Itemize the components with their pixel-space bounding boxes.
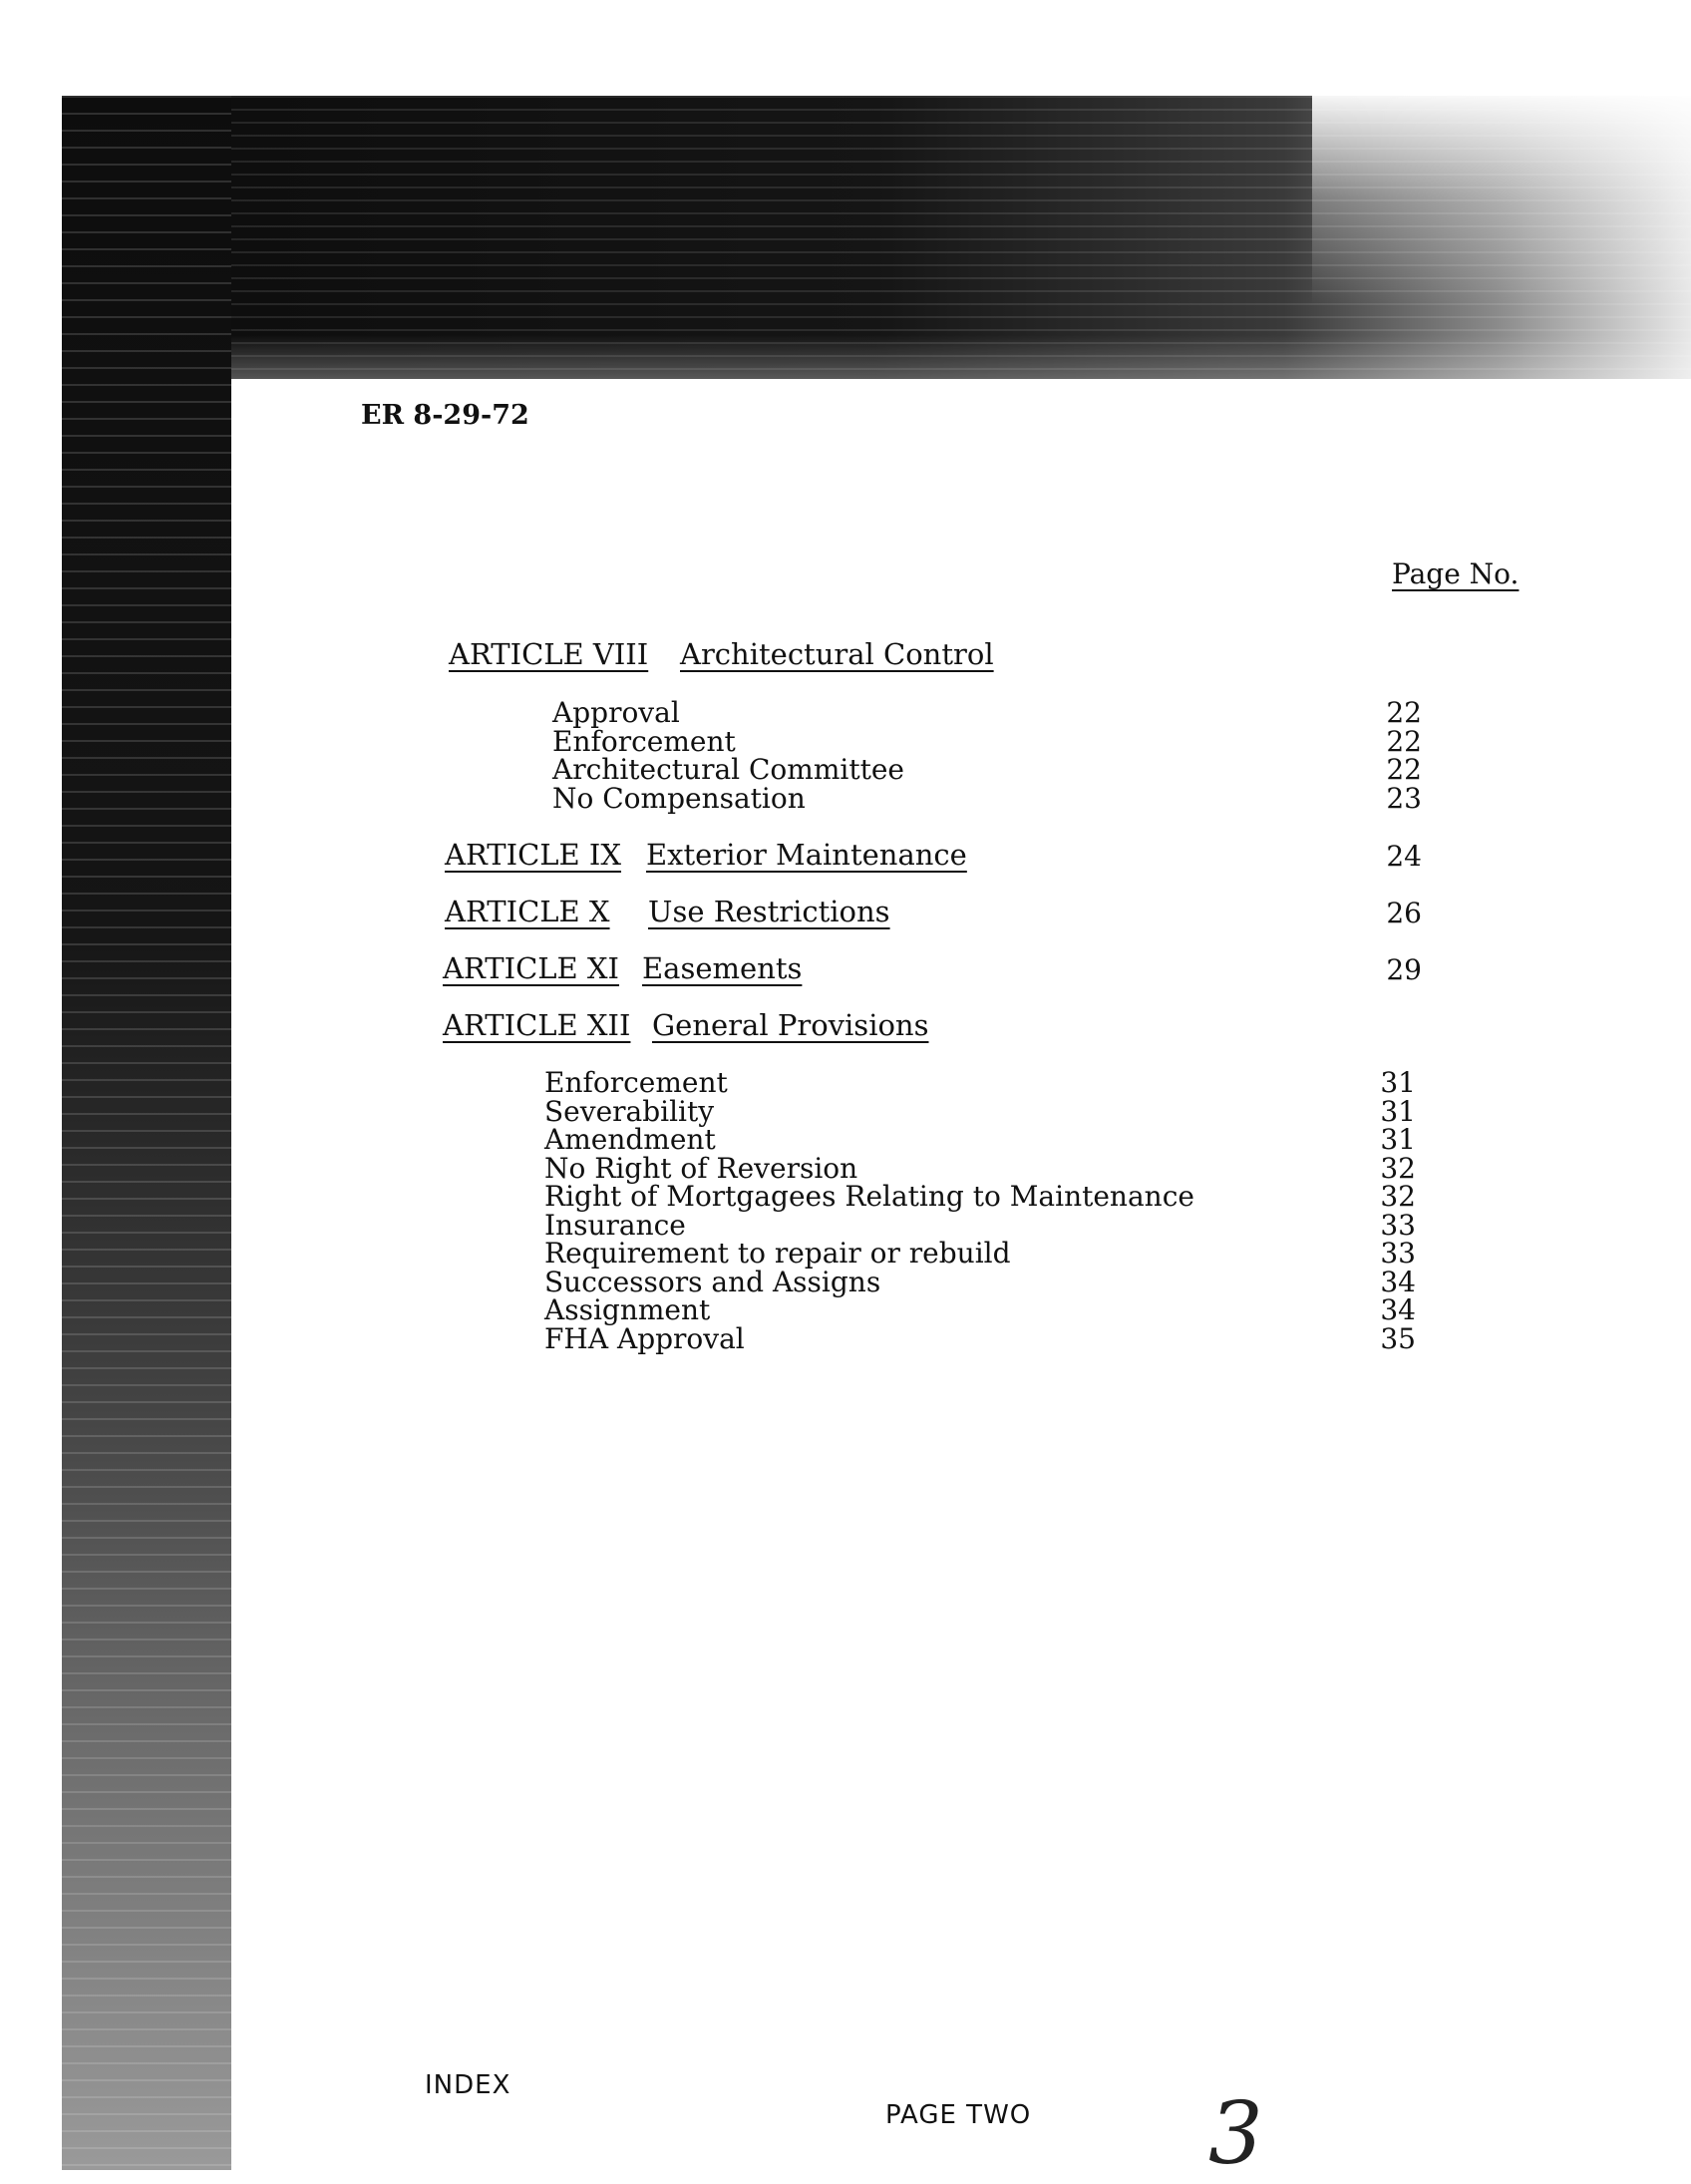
toc-entry: Severability	[544, 1095, 715, 1128]
article-label: ARTICLE IX	[445, 838, 622, 872]
article-label: ARTICLE XII	[443, 1008, 631, 1042]
toc-entry: Approval	[552, 696, 680, 729]
page-number-column-heading: Page No.	[1392, 557, 1520, 590]
toc-page-number: 22	[1386, 696, 1422, 729]
toc-page-number: 31	[1380, 1095, 1416, 1128]
toc-page-number: 33	[1380, 1209, 1416, 1242]
toc-entry: Amendment	[544, 1123, 716, 1156]
toc-page-number: 24	[1386, 840, 1422, 873]
toc-entry: FHA Approval	[544, 1322, 745, 1355]
footer-index-label: INDEX	[425, 2070, 511, 2100]
toc-page-number: 22	[1386, 725, 1422, 758]
scan-border-left	[62, 96, 231, 2170]
toc-page-number: 34	[1380, 1266, 1416, 1298]
toc-entry: Successors and Assigns	[544, 1266, 881, 1298]
toc-page-number: 26	[1386, 897, 1422, 929]
scan-border-top-fade	[1312, 96, 1691, 395]
toc-page-number: 22	[1386, 753, 1422, 786]
toc-page-number: 33	[1380, 1237, 1416, 1270]
toc-entry: Right of Mortgagees Relating to Maintenance	[544, 1180, 1194, 1213]
toc-page-number: 23	[1386, 782, 1422, 815]
toc-page-number: 31	[1380, 1066, 1416, 1099]
toc-entry: No Compensation	[552, 782, 806, 815]
toc-entry: Requirement to repair or rebuild	[544, 1237, 1011, 1270]
article-label: ARTICLE X	[445, 895, 610, 928]
toc-entry: No Right of Reversion	[544, 1152, 858, 1185]
article-title: Exterior Maintenance	[646, 838, 967, 872]
toc-page-number: 32	[1380, 1180, 1416, 1213]
toc-entry: Enforcement	[552, 725, 736, 758]
article-label: ARTICLE XI	[443, 951, 620, 985]
footer-page-label: PAGE TWO	[885, 2100, 1032, 2130]
article-title: Architectural Control	[680, 637, 994, 671]
toc-entry: Insurance	[544, 1209, 686, 1242]
toc-page-number: 31	[1380, 1123, 1416, 1156]
toc-entry: Assignment	[544, 1293, 711, 1326]
article-label: ARTICLE VIII	[449, 637, 649, 671]
handwritten-page-number: 3	[1208, 2084, 1263, 2184]
toc-page-number: 29	[1386, 953, 1422, 986]
toc-entry: Architectural Committee	[552, 753, 904, 786]
toc-entry: Enforcement	[544, 1066, 728, 1099]
toc-page-number: 32	[1380, 1152, 1416, 1185]
article-title: General Provisions	[652, 1008, 929, 1042]
article-title: Easements	[642, 951, 803, 985]
document-reference: ER 8-29-72	[361, 400, 529, 431]
toc-page-number: 34	[1380, 1293, 1416, 1326]
article-title: Use Restrictions	[648, 895, 890, 928]
toc-page-number: 35	[1380, 1322, 1416, 1355]
